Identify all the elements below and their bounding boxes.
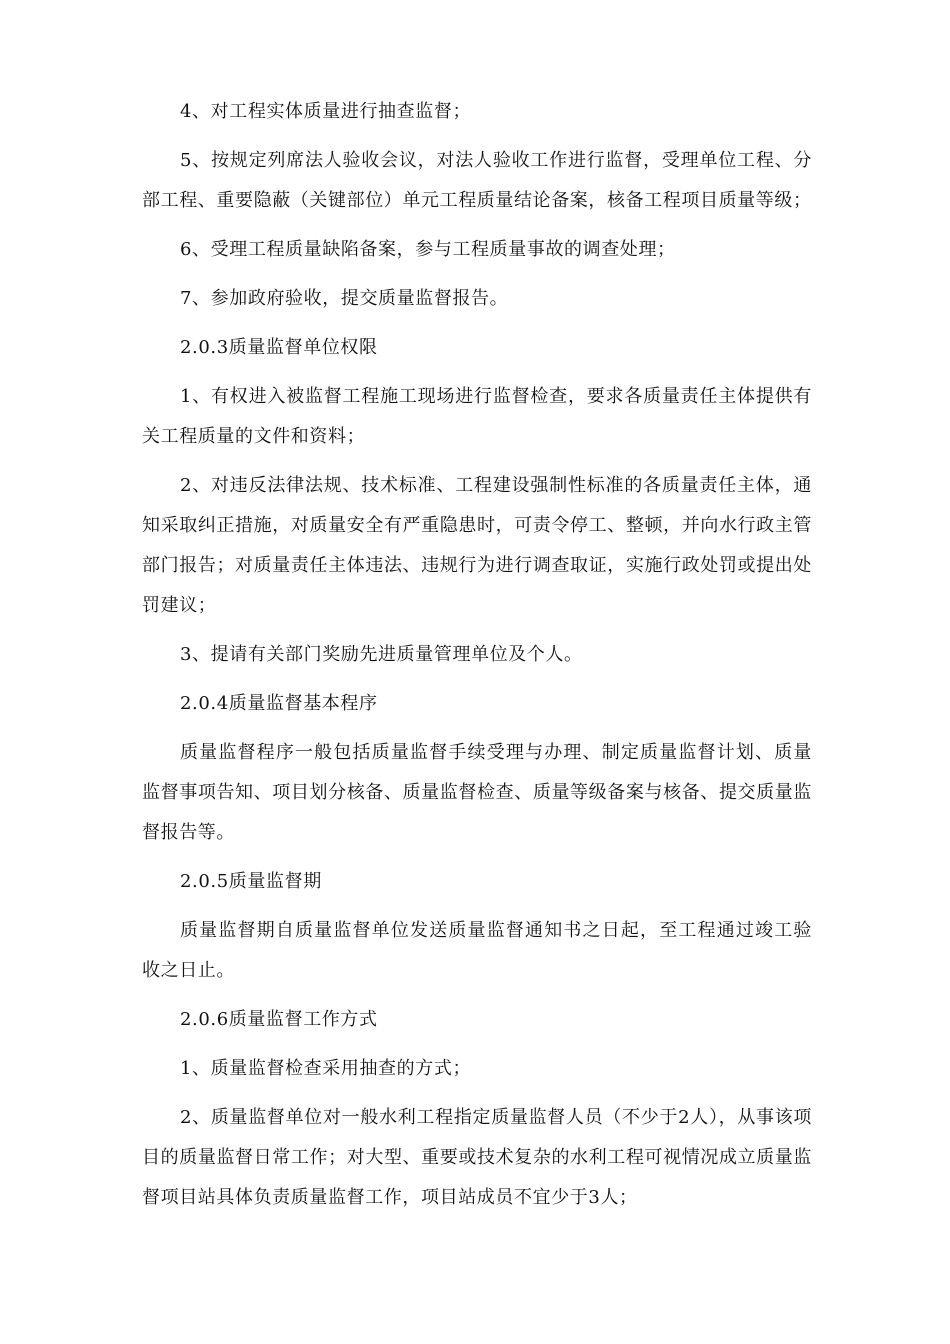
paragraph-authority-3: 3、提请有关部门奖励先进质量管理单位及个人。 — [180, 644, 583, 665]
paragraph-authority-2: 2、对违反法律法规、技术标准、工程建设强制性标准的各质量责任主体，通知采取纠正措施，对质量安全有严重隐患时，可责令停工、整顿，并向水行政主管部门报告；对质量责任主体违法、违规行为进行调查取证，实施行政处罚或提出处罚建议； — [142, 475, 812, 616]
paragraph-method-1: 1、质量监督检查采用抽查的方式； — [180, 1058, 472, 1079]
section-heading-2-0-5: 2.0.5质量监督期 — [180, 871, 322, 892]
document-page — [142, 92, 812, 1218]
paragraph-item-5: 5、按规定列席法人验收会议，对法人验收工作进行监督，受理单位工程、分部工程、重要隐蔽（关键部位）单元工程质量结论备案，核备工程项目质量等级； — [142, 150, 812, 211]
paragraph-procedure: 质量监督程序一般包括质量监督手续受理与办理、制定质量监督计划、质量监督事项告知、项目划分核备、质量监督检查、质量等级备案与核备、提交质量监督报告等。 — [142, 742, 812, 843]
paragraph-item-6: 6、受理工程质量缺陷备案，参与工程质量事故的调查处理； — [180, 239, 676, 260]
paragraph-item-7: 7、参加政府验收，提交质量监督报告。 — [180, 288, 509, 309]
paragraph-method-2: 2、质量监督单位对一般水利工程指定质量监督人员（不少于2人），从事该项目的质量监督日常工作；对大型、重要或技术复杂的水利工程可视情况成立质量监督项目站具体负责质量监督工作，项目站成员不宜少于3人； — [142, 1107, 812, 1208]
paragraph-item-4: 4、对工程实体质量进行抽查监督； — [180, 101, 472, 122]
section-heading-2-0-6: 2.0.6质量监督工作方式 — [180, 1009, 378, 1030]
section-heading-2-0-3: 2.0.3质量监督单位权限 — [180, 337, 378, 358]
section-heading-2-0-4: 2.0.4质量监督基本程序 — [180, 693, 378, 714]
paragraph-period: 质量监督期自质量监督单位发送质量监督通知书之日起，至工程通过竣工验收之日止。 — [142, 920, 812, 981]
paragraph-authority-1: 1、有权进入被监督工程施工现场进行监督检查，要求各质量责任主体提供有关工程质量的文件和资料； — [142, 386, 812, 447]
